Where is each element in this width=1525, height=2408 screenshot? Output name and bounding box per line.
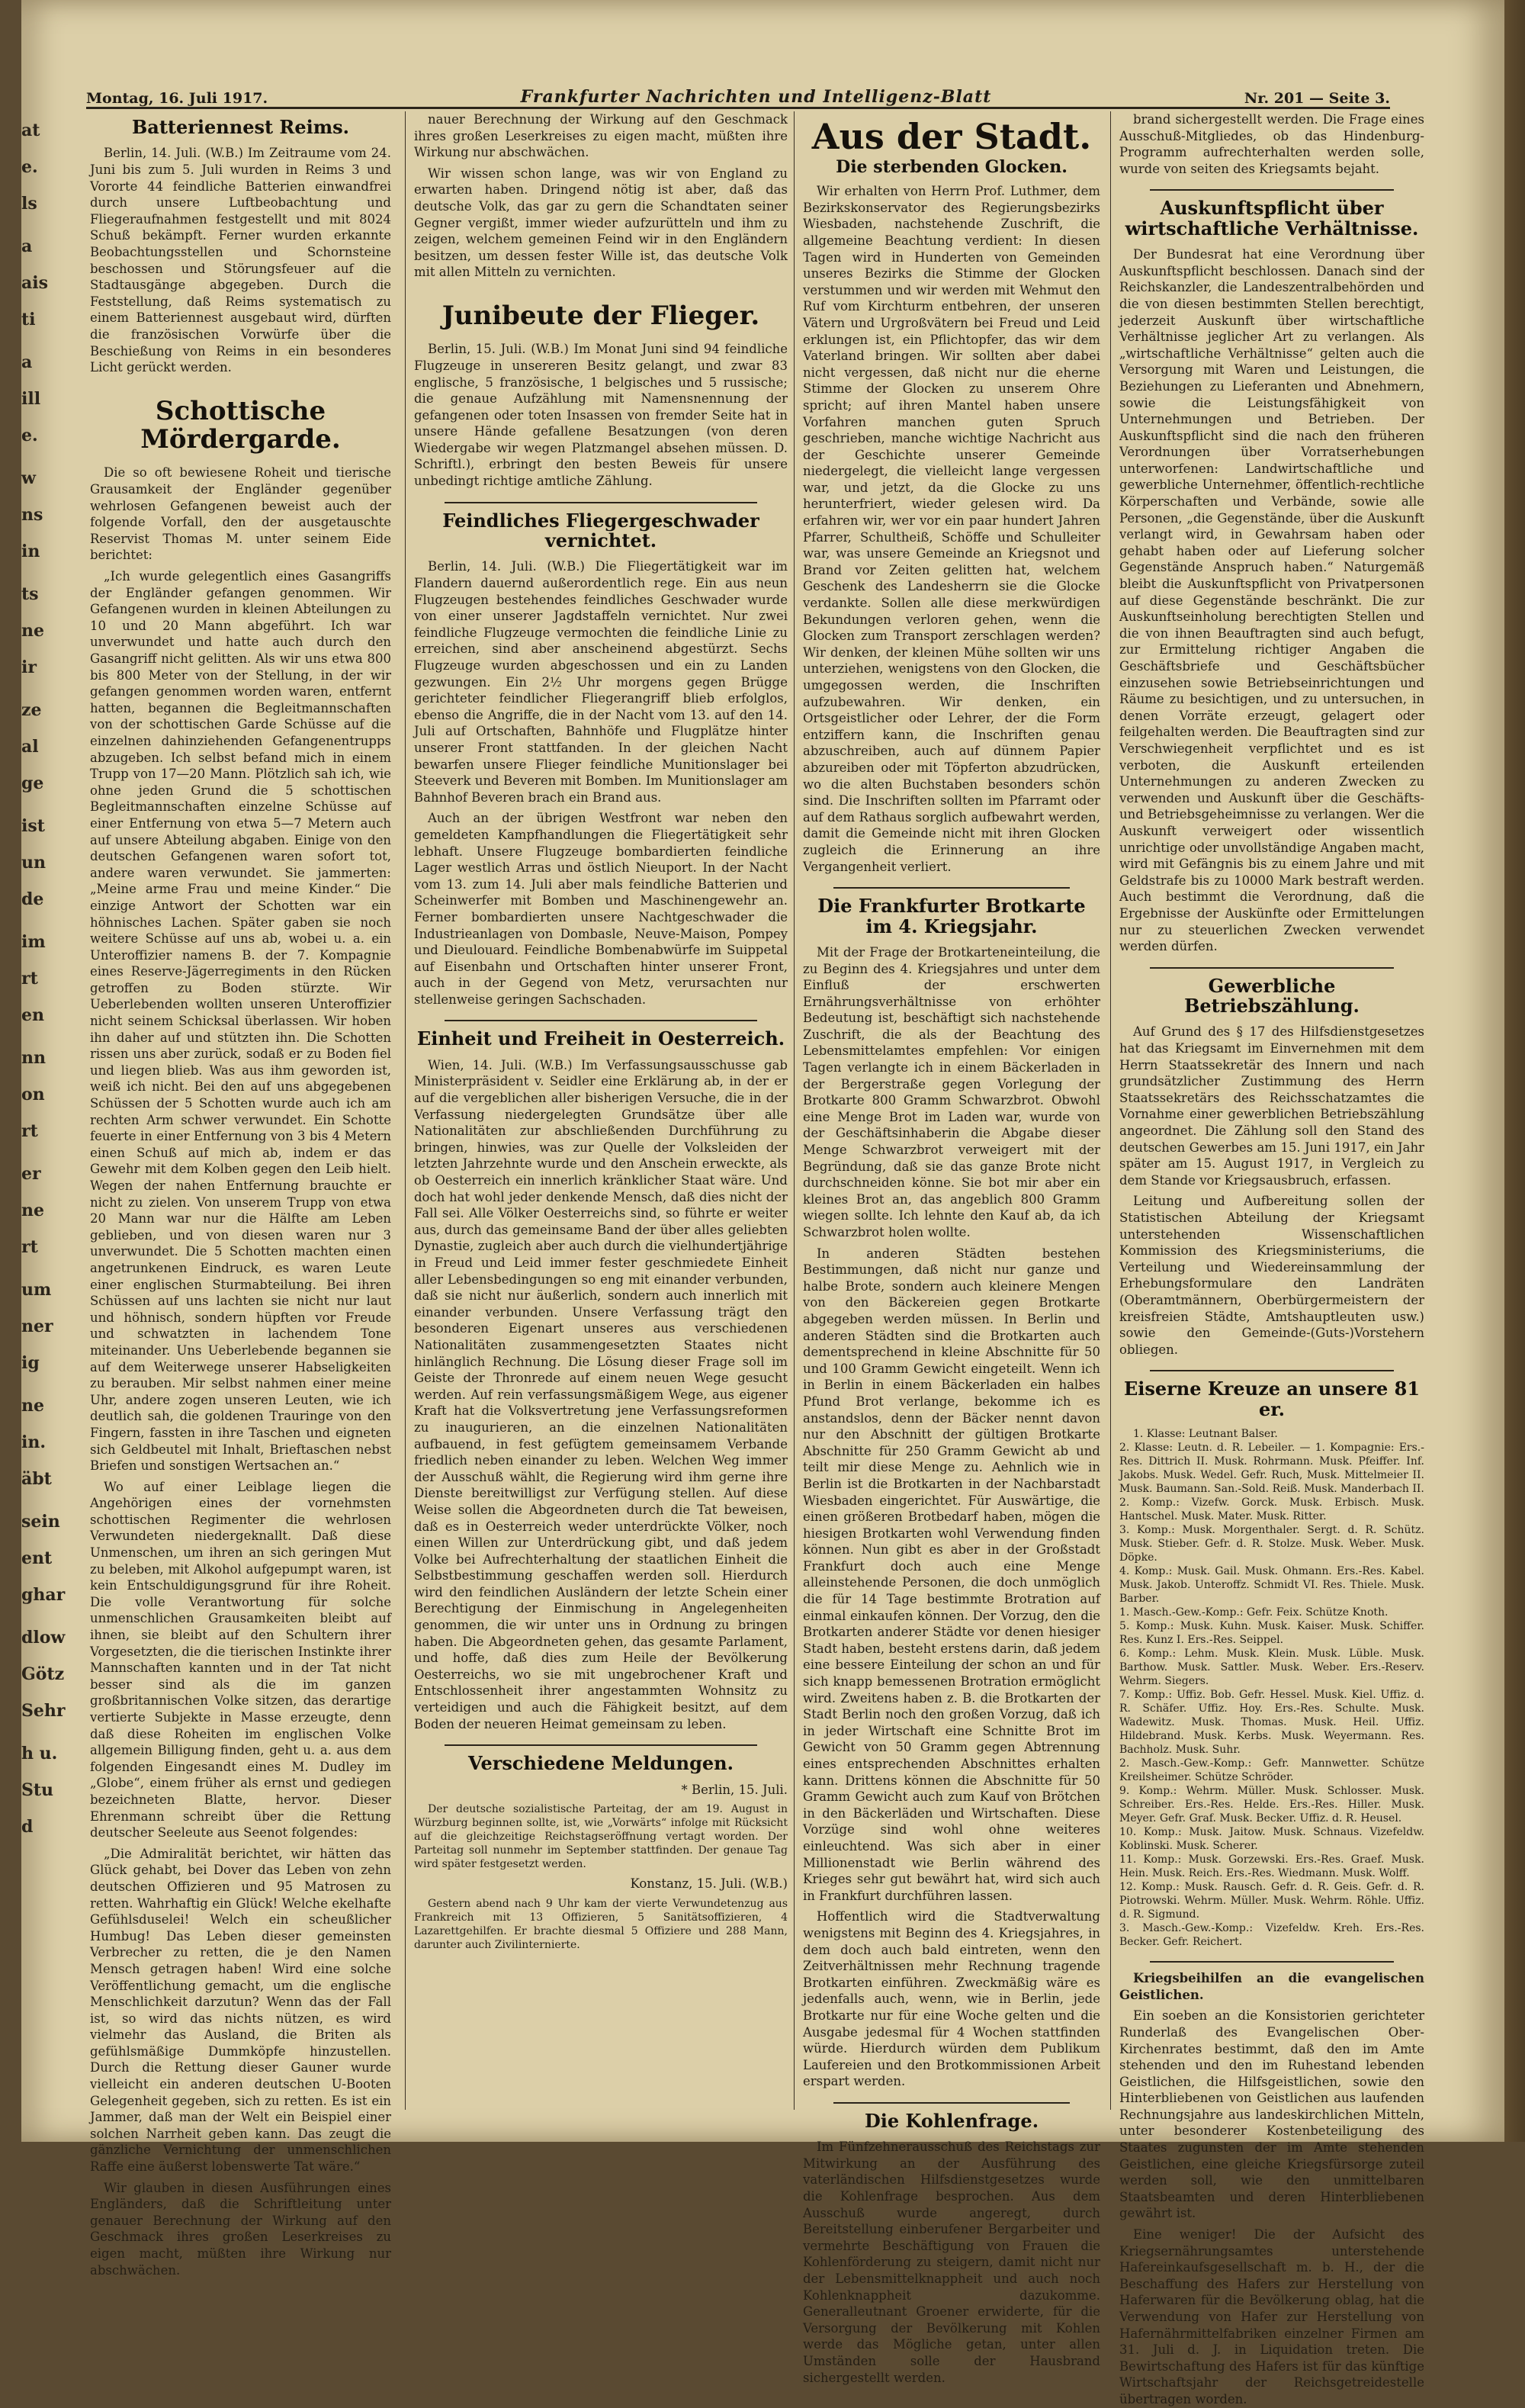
edge-fragment: ir: [21, 657, 37, 677]
edge-fragment: ge: [21, 773, 44, 793]
article-paragraph: Der deutsche sozialistische Parteitag, der am 19. August in Würzburg beginnen sollte, ist, wie „Vorwärts“ infolge mit Rücksicht auf die gleichzeitige Reichstagseröffnung vertagt worden. Der Parteitag soll nunmehr im September stattfinden. Der genaue Tag wird später festgesetzt werden.: [414, 1803, 788, 1871]
column-1: [90, 111, 391, 2278]
edge-fragment: de: [21, 889, 44, 909]
article-paragraph: Berlin, 15. Juli. (W.B.) Im Monat Juni sind 94 feindliche Flugzeuge in unsereren Besitz gelangt, und zwar 83 englische, 5 französische, 1 belgisches und 5 russische; die genaue Aufzählung mit Namensnennung der gefangenen oder toten Insassen von fremder Seite hat in unsere Hände gefallene Besatzungen (von deren Wiedergabe wir wegen Platzmangel absehen müssen. D. Schriftl.), erbringt den besten Beweis für unsere unbedingt richtige amtliche Zählung.: [414, 342, 788, 489]
edge-fragment: ts: [21, 584, 39, 604]
article-paragraph: Die so oft bewiesene Roheit und tierische Grausamkeit der Engländer gegenüber wehrlosen Gefangenen beweist auch der folgende Vorfall, den der ausgetauschte Reservist Thomas M. unter seinem Eide berichtet:: [90, 465, 391, 563]
edge-fragment: al: [21, 737, 39, 757]
headline-fliegergeschwader: Feindliches Fliegergeschwader vernichtet.: [442, 509, 759, 552]
edge-fragment: äbt: [21, 1469, 52, 1489]
edge-fragment: e.: [21, 157, 38, 177]
article-paragraph: Ein soeben an die Konsistorien gerichteter Runderlaß des Evangelischen Ober-Kirchenrates bestimmt, daß den im Amte stehenden und den im Ruhestand lebenden Geistlichen, die Hilfsgeistlichen, sowie den Hinterbliebenen von Geistlichen aus laufenden Rechnungsjahre aus landeskirchlichen Mitteln, unter besonderer Kostenbeteiligung des Staates zugunsten der im Amte stehenden Geistlichen, eine gleiche Kriegsfürsorge zuteil werden soll, wie den unmittelbaren Staatsbeamten und deren Hinterbliebenen gewährt ist.: [1119, 2008, 1424, 2221]
column-4: [1119, 111, 1424, 2406]
article-paragraph: „Die Admiralität berichtet, wir hätten das Glück gehabt, bei Dover das Leben von zehn deutschen Offizieren und 95 Matrosen zu retten. Wahrhaftig ein Glück! Welche ekelhafte Gefühlsduselei! Welch ein scheußlicher Humbug! Das Leben dieser gemeinsten Verbrecher zu retten, die je den Namen Mensch getragen haben! Wird eine solche Veröffentlichung gemacht, um die englische Menschlichkeit darzutun? Wenn das der Fall ist, so wird das nichts nützen, es wird vielmehr das Ausland, die Briten als gefühlsmäßige Dummköpfe hinzustellen. Durch die Rettung dieser Gauner wurde vielleicht ein anderen deutschen U-Booten Gelegenheit gegeben, sich zu retten. Es ist ein Jammer, daß man der Welt ein Beispiel einer solchen Narrheit geben kann. Das zeugt die gänzliche Vernichtung der unmenschlichen Raffe eine äußerst lobenswerte Tat wäre.“: [90, 1846, 391, 2175]
article-paragraph: Leitung und Aufbereitung sollen der Statistischen Abteilung der Kriegsamt unterstehenden Wissenschaftlichen Kommission des Kriegsministeriums, die Verteilung und Wiedereinsammlung der Erhebungsformulare den Landräten (Oberamtmännern, Oberbürgermeistern der kreisfreien Städte, Amtshauptleuten usw.) sowie den Gemeinde-(Guts-)Vorstehern obliegen.: [1119, 1194, 1424, 1357]
separator: [833, 887, 1070, 889]
column-rule: [1110, 111, 1111, 2110]
edge-fragment: h u.: [21, 1744, 58, 1763]
edge-fragment: in.: [21, 1432, 47, 1452]
edge-fragment: im: [21, 932, 46, 952]
edge-fragment: ls: [21, 194, 37, 214]
edge-fragment: sein: [21, 1512, 60, 1532]
honors-list: 1. Klasse: Leutnant Balser. 2. Klasse: Leutn. d. R. Lebeiler. — 1. Kompagnie: Ers.-Res. Dittrich II. Musk. Rohrmann. Musk. Pfeiffer. Inf. Jakobs. Musk. Wedel. Gefr. Ruch, Musk. Mittelmeier II. Musk. Baumann. San.-Sold. Reiß. Musk. Manderbach II. 2. Komp.: Vizefw. Gorck. Musk. Erbisch. Musk. Hantschel. Musk. Mater. Musk. Ritter. 3. Komp.: Musk. Morgenthaler. Sergt. d. R. Schütz. Musk. Stieber. Gefr. d. R. Stolze. Musk. Weber. Musk. Döpke. 4. Komp.: Musk. Gail. Musk. Ohmann. Ers.-Res. Kabel. Musk. Jakob. Unteroffz. Schmidt VI. Res. Thiele. Musk. Barber. 1. Masch.-Gew.-Komp.: Gefr. Feix. Schütze Knoth. 5. Komp.: Musk. Kuhn. Musk. Kaiser. Musk. Schiffer. Res. Kunz I. Ers.-Res. Seippel. 6. Komp.: Lehm. Musk. Klein. Musk. Lüble. Musk. Barthow. Musk. Sattler. Musk. Weber. Ers.-Reserv. Wehrm. Siegers. 7. Komp.: Uffiz. Bob. Gefr. Hessel. Musk. Kiel. Uffiz. d. R. Schäfer. Uffiz. Hoy. Ers.-Res. Schulte. Musk. Wadewitz. Musk. Thomas. Musk. Heil. Uffiz. Hildebrand. Musk. Kerbs. Musk. Weyermann. Res. Bachholz. Musk. Suhr. 2. Masch.-Gew.-Komp.: Gefr. Mannwetter. Schütze Kreilsheimer. Schütze Schröder. 9. Komp.: Wehrm. Müller. Musk. Schlosser. Musk. Schreiber. Ers.-Res. Helde. Ers.-Res. Hiller. Musk. Meyer. Gefr. Graf. Musk. Becker. Uffiz. d. R. Heusel. 10. Komp.: Musk. Jaitow. Musk. Schnaus. Vizefeldw. Koblinski. Musk. Scherer. 11. Komp.: Musk. Gorzewski. Ers.-Res. Graef. Musk. Hein. Musk. Reich. Ers.-Res. Wiedmann. Musk. Wolff. 12. Komp.: Musk. Rausch. Gefr. d. R. Geis. Gefr. d. R. Piotrowski. Wehrm. Müller. Musk. Wehrm. Röhle. Uffiz. d. R. Sigmund. 3. Masch.-Gew.-Komp.: Vizefeldw. Kreh. Ers.-Res. Becker. Gefr. Reichert.: [1119, 1428, 1424, 1949]
edge-fragment: Sehr: [21, 1701, 66, 1721]
article-paragraph: nauer Berechnung der Wirkung auf den Geschmack ihres großen Leserkreises zu eigen macht, müßten ihre Wirkung nur abschwächen.: [414, 112, 788, 160]
headline-junibeute: Junibeute der Flieger.: [441, 300, 760, 331]
edge-fragment: ne: [21, 1396, 44, 1416]
headline-meldungen: Verschiedene Meldungen.: [468, 1752, 734, 1775]
headline-betriebszaehlung: Gewerbliche Betriebszählung.: [1184, 974, 1360, 1018]
headline-kohlenfrage: Die Kohlenfrage.: [864, 2109, 1039, 2132]
edge-fragment: in: [21, 542, 40, 561]
edge-fragment: ze: [21, 700, 42, 720]
separator: [1150, 967, 1394, 969]
article-paragraph: In anderen Städten bestehen Bestimmungen, daß nicht nur ganze und halbe Brote, sondern auch kleinere Mengen von den Bäckereien gegen Brotkarte abgegeben werden müssen. In Berlin und anderen Städten sind die Brotkarten auch dementsprechend in kleine Abschnitte für 50 und 100 Gramm Gewicht eingeteilt. Wenn ich in Berlin in einem Bäckerladen ein halbes Pfund Brot verlange, bekomme ich es anstandslos, denn der Bäcker nennt davon nur den Abschnitt der gültigen Brotkarte Abschnitte für 250 Gramm Gewicht ab und teilt mir diese Menge zu. Aehnlich wie in Berlin ist die Brotkarten in der Nachbarstadt Wiesbaden eingerichtet. Für Auswärtige, die einen größeren Brotbedarf haben, mögen die hiesigen Brotkarten wohl Verwendung finden können. Nun gibt es aber in der Großstadt Frankfurt doch auch eine Menge alleinstehende Personen, die doch unmöglich die für 14 Tage bestimmte Brotration auf einmal einkaufen können. Der Vorzug, den die Brotkarten anderer Städte vor denen hiesiger Stadt haben, besteht erstens darin, daß jedem eine bessere Einteilung der schon an und für sich knapp bemessenen Brotration ermöglicht wird. Zweitens haben z. B. die Brotkarten der Stadt Berlin noch den großen Vorzug, daß ich in jeder Wirtschaft eine Schnitte Brot im Gewicht von 50 Gramm gegen Abtrennung eines entsprechenden Abschnittes erhalten kann. Drittens können die Abschnitte für 50 Gramm Gewicht auch zum Kauf von Brötchen in den Bäckerläden und Wirtschaften. Diese Vorzüge sind wohl ohne weiteres einleuchtend. Was sich aber in einer Millionenstadt wie Berlin während des Krieges sehr gut bewährt hat, wird sich auch in Frankfurt durchführen lassen.: [803, 1246, 1100, 1903]
dateline: * Berlin, 15. Juli.: [681, 1782, 788, 1797]
edge-fragment: ghar: [21, 1585, 66, 1605]
article-paragraph: Der Bundesrat hat eine Verordnung über Auskunftspflicht beschlossen. Danach sind der Reichskanzler, die Landeszentralbehörden und die von diesen bestimmten Stellen berechtigt, jederzeit Auskunft über wirtschaftliche Verhältnisse jeglicher Art zu verlangen. Als „wirtschaftliche Verhältnisse“ gelten auch die Versorgung mit Waren und Leistungen, die Beziehungen zu Lieferanten und Abnehmern, sowie die Leistungsfähigkeit von Unternehmungen und Betrieben. Der Auskunftspflicht sind die nach den früheren Verordnungen über Vorratserhebungen unterworfenen: Landwirtschaftliche und gewerbliche Unternehmer, öffentlich-rechtliche Körperschaften und Verbände, sowie alle Personen, „die Gegenstände, über die Auskunft verlangt wird, in Gewahrsam haben oder gehabt haben oder auf Lieferung solcher Gegenstände Anspruch haben.“ Naturgemäß bleibt die Auskunftspflicht von Privatpersonen auf diese Gegenstände beschränkt. Die zur Auskunftseinholung berechtigten Stellen und die von ihnen Beauftragten sind auch befugt, zur Ermittelung richtiger Angaben die Geschäftsbriefe und Geschäftsbücher einzusehen sowie Betriebseinrichtungen und Räume zu besichtigen, und zu untersuchen, in denen Vorräte erzeugt, gelagert oder feilgehalten werden. Die Beauftragten sind zur Verschwiegenheit verpflichtet und es ist verboten, die Auskunft erteilenden Unternehmungen zu anderen Zwecken zu verwenden und Auskunft über die Geschäfts- und Betriebsgeheimnisse zu verlangen. Wer die Auskunft verweigert oder wissentlich unrichtige oder unvollständige Angaben macht, wird mit Gefängnis bis zu einem Jahre und mit Geldstrafe bis zu 10000 Mark bestraft werden. Auch bestimmt die Verordnung, daß die Ergebnisse der Auskünfte oder Ermittelungen nur zu steuerlichen Zwecken verwendet werden dürfen.: [1119, 247, 1424, 954]
column-3: [803, 111, 1100, 2385]
edge-fragment: nn: [21, 1048, 46, 1068]
article-paragraph: Wien, 14. Juli. (W.B.) Im Verfassungsausschusse gab Ministerpräsident v. Seidler eine Erklärung ab, in der er auf die vergeblichen aller bisherigen Versuche, die in der Verfassung niedergelegten Grundsätze über alle Nationalitäten zur abschließenden Durchführung zu bringen, hinwies, was zur Quelle der Volksleiden der letzten Jahrzehnte wurde und den Anschein erweckte, als ob Oesterreich ein innerlich kränklicher Staat wäre. Und doch hat wohl jeder denkende Mensch, daß dies nicht der Fall sei. Alle Völker Oesterreichs sind, so führte er weiter aus, durch das gemeinsame Band der über alles geliebten Dynastie, zugleich aber auch durch die vielhundertjährige in Freud und Leid immer fester geschmiedete Einheit aller Lebensbedingungen so eng mit einander verbunden, daß sie nicht nur äußerlich, sondern auch innerlich mit einander verbunden. Unsere Verfassung trägt den besonderen Eigenart unseres aus verschiedenen Nationalitäten zusammengesetzten Staates nicht hinlänglich Rechnung. Die Lösung dieser Frage soll im Geiste der Thronrede auf einem neuen Wege gesucht werden. Auf rein verfassungsmäßigem Wege, aus eigener Kraft hat die Volksvertretung jene Verfassungsreformen zu inaugurieren, an die einzelnen Nationalitäten aufbauend, in fest gefügtem gemeinsamem Verbande friedlich neben einander zu leben. Welchen Weg immer der Ausschuß wählt, die Regierung wird ihm gerne ihre Dienste bereitwilligst zur Verfügung stellen. Auf diese Weise sollen die Abgeordneten durch die Tat beweisen, daß es in Oesterreich weder unterdrückte Völker, noch einen Willen zur Unterdrückung gibt, und daß jedem Volke bei Aufrechterhaltung der staatlichen Einheit die Selbstbestimmung geschaffen werden soll. Hierdurch wird den feindlichen Ausländern der letzte Schein einer Berechtigung der Einmischung in Angelegenheiten genommen, die wir unter uns in Ordnung zu bringen haben. Die Abgeordneten gehen, das gesamte Parlament, und hoffe, daß dies zum Heile der Bevölkerung Oesterreichs, wo sie mit ungebrochener Kraft und Entschlossenheit ihrer angestammten Wohnsitz zu verteidigen und auch die Fähigkeit besitzt, auf dem Boden der neueren Heimat gemeinsam zu leben.: [414, 1057, 788, 1731]
article-paragraph: Auch an der übrigen Westfront war neben den gemeldeten Kampfhandlungen die Fliegertätigkeit sehr lebhaft. Unsere Flugzeuge bombardierten feindliche Lager westlich Arras und östlich Nieuport. In der Nacht vom 13. zum 14. Juli aber mals feindliche Batterien und Scheinwerfer mit Bomben und Maschinengewehr an. Ferner bombardierten unsere Nachtgeschwader die Industrieanlagen von Dombasle, Neuve-Maison, Pompey und Dieulouard. Feindliche Bombenabwürfe im Suippetal auf Eisenbahn und Ortschaften hinter unserer Front, auch in der Gegend von Metz, verursachten nur stellenweise geringen Sachschaden.: [414, 811, 788, 1007]
headline-glocken: Die sterbenden Glocken.: [836, 156, 1068, 177]
newspaper-page: [21, 0, 1504, 2406]
article-paragraph: Berlin, 14. Juli. (W.B.) Die Fliegertätigkeit war im Flandern dauernd außerordentlich rege. Ein aus neun Flugzeugen bestehendes feindliches Geschwader wurde von einer unserer Jagdstaffeln vernichtet. Nur zwei feindliche Flugzeuge vermochten die feindliche Linie zu erreichen, sind aber anscheinend abgestürzt. Sechs Flugzeuge wurden abgeschossen und ein zu Landen gezwungen. Ein 2½ Uhr morgens gegen Brügge gerichteter feindlicher Fliegerangriff blieb erfolglos, ebenso die Angriffe, die in der Nacht vom 13. auf den 14. Juli auf Ortschaften, Bahnhöfe und Flugplätze hinter unserer Front stattfanden. In der gleichen Nacht bewarfen unsere Flieger feindliche Munitionslager bei Steeverk und Beveren mit Bomben. Im Munitionslager am Bahnhof Beveren brach ein Brand aus.: [414, 559, 788, 805]
separator: [445, 1020, 757, 1021]
article-paragraph: Im Fünfzehnerausschuß des Reichstags zur Mitwirkung an der Ausführung des vaterländischen Hilfsdienstgesetzes wurde die Kohlenfrage besprochen. Aus dem Ausschuß wurde angeregt, durch Bereitstellung einberufener Bergarbeiter und vermehrte Beschäftigung von Frauen die Kohlenförderung zu steigern, damit nicht nur der Lebensmittelknappheit und auch noch Kohlenknappheit dazukomme. Generalleutnant Groener erwiderte, für die Versorgung der Bevölkerung mit Kohlen werde das Mögliche getan, unter allen Umständen solle der Hausbrand sichergestellt werden.: [803, 2140, 1100, 2385]
article-paragraph: Gestern abend nach 9 Uhr kam der vierte Verwundetenzug aus Frankreich mit 13 Offizieren, 5 Sanitätsoffizieren, 4 Lazarettgehilfen. Er brachte diesmal 5 Offiziere und 288 Mann, darunter auch Zivilinternierte.: [414, 1897, 788, 1951]
masthead-page: Nr. 201 — Seite 3.: [1244, 90, 1390, 107]
article-paragraph: Hoffentlich wird die Stadtverwaltung wenigstens mit Beginn des 4. Kriegsjahres, in dem doch auch bald eintreten, wenn den Zeitverhältnissen mehr Rechnung tragende Brotkarten einführen. Zweckmäßig wäre es jedenfalls auch, wenn, wie in Berlin, jede Brotkarte nur für eine Woche gelten und die Ausgabe jedesmal für 4 Wochen stattfinden würde. Hierdurch würden dem Publikum Laufereien und den Brotkommissionen Arbeit erspart werden.: [803, 1909, 1100, 2089]
headline-oesterreich: Einheit und Freiheit in Oesterreich.: [416, 1027, 785, 1050]
separator: [1150, 1370, 1394, 1371]
edge-fragment: e.: [21, 426, 38, 445]
separator: [833, 2102, 1070, 2104]
article-paragraph: Wir glauben in diesen Ausführungen eines Engländers, daß die Schriftleitung unter genauer Berechnung der Wirkung auf den Geschmack ihres großen Leserkreises zu eigen macht, müßten ihre Wirkung nur abschwächen.: [90, 2180, 391, 2278]
edge-fragment: a: [21, 236, 33, 256]
section-title-aus-der-stadt: Aus der Stadt.: [811, 116, 1092, 157]
edge-fragment: at: [21, 121, 40, 140]
separator: [445, 1744, 757, 1746]
edge-fragment: un: [21, 853, 46, 873]
masthead: [86, 78, 1390, 109]
headline-schottische-moerdergarde: Schottische Mördergarde.: [140, 395, 341, 455]
article-paragraph: Wo auf einer Leiblage liegen die Angehörigen eines der vornehmsten schottischen Regimenter die wehrlosen Verwundeten niedergeknallt. Daß diese Unmenschen, um ihren an sich geringen Mut zu beleben, mit Alkohol aufgepumpt waren, ist kein Entschuldigungsgrund für ihre Roheit. Die volle Verantwortung für solche unmenschlichen Grausamkeiten bleibt auf ihnen, sie bleibt auf den Schultern ihrer Vorgesetzten, die die tierischen Instinkte ihrer Mannschaften kannten und in der Tat nicht besser sind als die im ganzen großbritannischen Volke sitzen, das derartige vertierte Subjekte in Masse erzeugte, denn daß diese Roheiten im englischen Volke allgemein Billigung finden, geht u. a. aus dem folgenden Eingesandt eines M. Dudley im „Globe“, einem früher als ernst und gediegen bezeichneten Blatte, hervor. Dieser Ehrenmann schreibt über die Rettung deutscher Seeleute aus Seenot folgendes:: [90, 1479, 391, 1841]
edge-fragment: Götz: [21, 1664, 65, 1684]
headline-eiserne-kreuze: Eiserne Kreuze an unsere 81 er.: [1123, 1378, 1421, 1420]
edge-fragment: er: [21, 1164, 41, 1184]
headline-brotkarte: Die Frankfurter Brotkarte im 4. Kriegsjahr.: [817, 895, 1086, 937]
edge-fragment: ill: [21, 389, 41, 409]
article-paragraph: Auf Grund des § 17 des Hilfsdienstgesetzes hat das Kriegsamt im Einvernehmen mit dem Herrn Staatssekretär des Innern und nach grundsätzlicher Zustimmung des Herrn Staatssekretärs des Reichsschatzamtes die Vornahme einer gewerblichen Betriebszählung angeordnet. Die Zählung soll den Stand des deutschen Gewerbes am 15. Juni 1917, ein Jahr später am 15. August 1917, in Vergleich zu dem Stande vor Kriegsausbruch, erfassen.: [1119, 1024, 1424, 1188]
article-paragraph: Mit der Frage der Brotkarteneinteilung, die zu Beginn des 4. Kriegsjahres und unter dem Einfluß der erschwerten Ernährungsverhältnisse von erhöhter Bedeutung ist, beschäftigt sich nachstehende Zuschrift, die als der Beachtung des Lebensmittelamtes empfehlen: Vor einigen Tagen verlangte ich in einem Bäckerladen in der Bergerstraße gegen Vorlegung der Brotkarte 800 Gramm Schwarzbrot. Obwohl eine Menge Brot im Laden war, wurde von der Geschäftsinhaberin die Abgabe dieser Menge Schwarzbrot verweigert mit der Begründung, daß sie das ganze Brote nicht durchschneiden könne. Sie bot mir aber ein kleines Brot an, das angeblich 800 Gramm wiegen sollte. Ich lehnte den Kauf ab, da ich Schwarzbrot holen wollte.: [803, 944, 1100, 1239]
previous-page-edge: [21, 99, 66, 2082]
separator: [445, 502, 757, 503]
headline-auskunftspflicht: Auskunftspflicht über wirtschaftliche Verhältnisse.: [1125, 197, 1419, 240]
separator: [1150, 189, 1394, 191]
edge-fragment: ns: [21, 505, 43, 525]
edge-fragment: ist: [21, 816, 45, 836]
masthead-date: Montag, 16. Juli 1917.: [86, 90, 268, 107]
edge-fragment: rt: [21, 969, 38, 989]
edge-fragment: um: [21, 1280, 52, 1300]
column-rule: [405, 111, 406, 2110]
article-paragraph: Berlin, 14. Juli. (W.B.) Im Zeitraume vom 24. Juni bis zum 5. Juli wurden in Reims 3 und Vororte 44 feindliche Batterien einwandfrei durch unsere Luftbeobachtung und Fliegeraufnahmen festgestellt und mit 8024 Schuß bekämpft. Ferner wurden erkannte Beobachtungsstellen und Schornsteine beschossen und Störungsfeuer auf die Stadtausgänge abgegeben. Durch die Feststellung, daß Reims systematisch zu einem Batteriennest ausgebaut wird, dürften die französischen Vorwürfe über die Beschießung von Reims in ein besonderes Licht gerückt werden.: [90, 146, 391, 375]
article-paragraph: Eine weniger! Die der Aufsicht des Kriegsernährungsamtes unterstehende Hafereinkaufsgesellschaft m. b. H., der die Beschaffung des Hafers zur Herstellung von Haferwaren für die Bevölkerung oblag, hat die Verwendung von Hafer zur Herstellung von Hafernährmittelfabriken einzelner Firmen am 31. Juli d. J. in Liquidation treten. Die Bewirtschaftung des Hafers ist für das künftige Wirtschaftsjahr der Reichsgetreidestelle übertragen worden.: [1119, 2227, 1424, 2406]
edge-fragment: ne: [21, 621, 44, 641]
edge-fragment: Stu: [21, 1780, 54, 1800]
subheadline-kriegsbeihilfen: Kriegsbeihilfen an die evangelischen Geistlichen.: [1119, 1971, 1424, 2002]
edge-fragment: rt: [21, 1237, 38, 1257]
article-paragraph: brand sichergestellt werden. Die Frage eines Ausschuß-Mitgliedes, ob das Hindenburg-Programm aufrechterhalten werden solle, wurde von seiten des Kriegsamts bejaht.: [1119, 112, 1424, 176]
edge-fragment: a: [21, 352, 33, 372]
dateline: Konstanz, 15. Juli. (W.B.): [630, 1876, 788, 1892]
edge-fragment: ne: [21, 1201, 44, 1220]
separator: [1150, 1961, 1394, 1963]
edge-fragment: on: [21, 1085, 45, 1104]
edge-fragment: dlow: [21, 1628, 66, 1648]
edge-fragment: ent: [21, 1548, 53, 1568]
masthead-title: Frankfurter Nachrichten und Intelligenz-Blatt: [520, 87, 992, 107]
edge-fragment: ais: [21, 273, 48, 293]
column-2: [414, 111, 788, 2110]
edge-fragment: ig: [21, 1353, 40, 1373]
edge-fragment: d: [21, 1817, 34, 1837]
edge-fragment: rt: [21, 1121, 38, 1141]
edge-fragment: ner: [21, 1317, 53, 1336]
article-paragraph: „Ich wurde gelegentlich eines Gasangriffs der Engländer gefangen genommen. Wir Gefangenen wurden in kleinen Abteilungen zu 10 und 20 Mann abgeführt. Ich war unverwundet und hatte auch durch den Gasangriff nicht gelitten. Als wir uns etwa 800 bis 800 Meter von der Stellung, in der wir gefangen genommen worden waren, entfernt hatten, begannen die Begleitmannschaften von der schottischen Garde Schüsse auf die einzelnen dahinziehenden Gefangenentrupps abzugeben. Ich selbst befand mich in einem Trupp von 17—20 Mann. Plötzlich sah ich, wie ohne jeden Grund die 5 schottischen Begleitmannschaften einzelne Schüsse auf einer Entfernung von etwa 5—7 Metern auch auf unsere Abteilung abgaben. Einige von den deutschen Gefangenen waren sofort tot, andere waren verwundet. Sie jammerten: „Meine arme Frau und meine Kinder.“ Die einzige Antwort der Schotten war ein höhnisches Lachen. Später gaben sie noch weitere Schüsse auf uns ab, wobei u. a. ein Unteroffizier namens B. der 7. Kompagnie eines Reserve-Jägerregiments in den Rücken getroffen zu Boden stürzte. Wir Ueberlebenden wollten unseren Unteroffizier nicht seinem Schicksal überlassen. Wir hoben ihn daher auf und stützten ihn. Die Schotten rissen uns aber zurück, sodaß er zu Boden fiel und liegen blieb. Was aus ihm geworden ist, weiß ich nicht. Bei den auf uns abgegebenen Schüssen der 5 Schotten wurde auch ich am rechten Arm schwer verwundet. Ein Schotte feuerte in einer Entfernung von 3 bis 4 Metern einen Schuß auf mich ab, indem er das Gewehr mit dem Kolben gegen den Leib hielt. Wegen der nahen Entfernung brauchte er nicht zu zielen. Von unserem Trupp von etwa 20 Mann war nur die Hälfte am Leben geblieben, und von diesen waren nur 3 unverwundet. Die 5 Schotten machten einen angetrunkenen Eindruck, es waren Leute einer englischen Sturmabteilung. Bei ihren Schüssen auf uns lachten sie nicht nur laut und höhnisch, sondern hüpften vor Freude und schwatzten in lachendem Tone miteinander. Uns Ueberlebende begannen sie auf dem Weiterwege unserer Habseligkeiten zu berauben. Mir selbst nahmen einer meine Uhr, andere zogen unseren Leuten, wie ich deutlich sah, die goldenen Trauringe von den Fingern, fassten in ihre Taschen und eigneten sich Geldbeutel mit Inhalt, Brieftaschen nebst Briefen und sonstigen Wertsachen an.“: [90, 569, 391, 1474]
edge-fragment: w: [21, 468, 36, 488]
edge-fragment: ti: [21, 310, 36, 330]
edge-fragment: en: [21, 1005, 44, 1025]
headline-reims: Batteriennest Reims.: [131, 116, 350, 138]
column-rule: [794, 111, 795, 2110]
article-paragraph: Wir erhalten von Herrn Prof. Luthmer, dem Bezirkskonservator des Regierungsbezirks Wiesbaden, nachstehende Zuschrift, die allgemeine Beachtung verdient: In diesen Tagen wird in Hunderten von Gemeinden unseres Bezirks die Stimme der Glocken verstummen und wir werden mit Wehmut den Ruf vom Kirchturm entbehren, der unseren Vätern und Urgroßvätern bei Freud und Leid erklungen ist, ein Pflichtopfer, das wir dem Vaterland bringen. Wir sollten aber dabei nicht vergessen, daß nicht nur die eherne Stimme der Glocken zu unserem Ohre spricht; auf ihren Mantel haben unsere Vorfahren manchen guten Spruch geschrieben, manche wichtige Nachricht aus der Geschichte unserer Gemeinde niedergelegt, die vielleicht lange vergessen war, und jetzt, da die Glocke zu uns herunterfriert, wieder gelesen wird. Da erfahren wir, wer vor ein paar hundert Jahren Pfarrer, Schultheiß, Schöffe und Schulleiter war, was unsere Gemeinde an Kriegsnot und Brand vor Zeiten gelitten hat, welchem Geschenk des Landesherrn sie die Glocke verdankte. Sollen alle diese merkwürdigen Bekundungen verloren gehen, wenn die Glocken zum Transport zerschlagen werden? Wir denken, der kleinen Mühe sollten wir uns unterziehen, wenigstens von den Glocken, die umgegossen werden, die Inschriften aufzubewahren. Wir denken, ein Ortsgeistlicher oder Lehrer, der die Form entziffern kann, die Inschriften genau abzuschreiben, auch auf dünnem Papier abzureiben oder mit Töpferton abzudrücken, wo die alten Buchstaben besonders schön sind. Die Inschriften sollten im Pfarramt oder auf dem Rathaus sorglich aufbewahrt werden, damit die Gemeinde nicht mit ihren Glocken zugleich die Erinnerung an ihre Vergangenheit verliert.: [803, 184, 1100, 874]
article-paragraph: Wir wissen schon lange, was wir von England zu erwarten haben. Dringend nötig ist aber, daß das deutsche Volk, das gar zu gern die Schandtaten seiner Gegner vergißt, immer wieder aufzurütteln und ihm zu zeigen, welchem gemeinen Feind wir in den Engländern besitzen, um dessen fester Wille ist, das deutsche Volk mit allen Mitteln zu vernichten.: [414, 166, 788, 280]
